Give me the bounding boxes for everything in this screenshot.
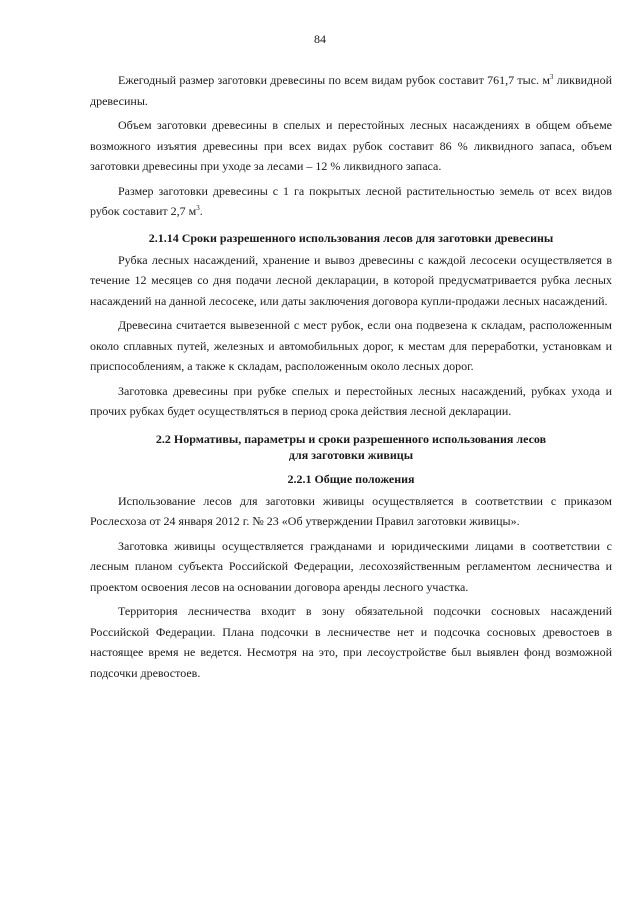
paragraph-text: Ежегодный размер заготовки древесины по всем видам рубок составит 761,7 тыс. м bbox=[118, 73, 550, 87]
paragraph-volume-per-ha bbox=[90, 181, 612, 222]
section-heading-2-1-14: 2.1.14 Сроки разрешенного использования лесов для заготовки древесины bbox=[148, 230, 554, 245]
paragraph-logging-terms: Рубка лесных насаждений, хранение и вывоз древесины с каждой лесосеки осуществляется в течение 12 месяцев со дня подачи лесной декларации, в которой предусматривается рубка лесных насаждений на данной лесосеке, или даты заключения договора купли-продажи лесных насаждений. bbox=[90, 252, 612, 308]
superscript: 3 bbox=[196, 204, 200, 212]
section-heading-2-2 bbox=[90, 431, 612, 463]
superscript: 3 bbox=[549, 73, 554, 81]
paragraph-annual-volume bbox=[90, 70, 612, 111]
page-body bbox=[90, 70, 612, 683]
page-number: 84 bbox=[314, 32, 326, 46]
paragraph-text: . bbox=[199, 204, 203, 218]
paragraph-text: ликвидной древесины. bbox=[90, 73, 612, 108]
heading-line: 2.2 Нормативы, параметры и сроки разрешенного использования лесов bbox=[155, 431, 547, 446]
paragraph-resin-harvesters: Заготовка живицы осуществляется гражданами и юридическими лицами в соответствии с лесным планом субъекта Российской Федерации, лесохозяйственным регламентом лесничества и проектом освоения лесов на основании договора аренды лесного участка. bbox=[90, 538, 612, 594]
paragraph-resin-rules: Использование лесов для заготовки живицы осуществляется в соответствии с приказом Рослесхоза от 24 января 2012 г. № 23 «Об утверждении Правил заготовки живицы». bbox=[90, 493, 612, 528]
paragraph-tapping-zone: Территория лесничества входит в зону обязательной подсочки сосновых насаждений Российской Федерации. Плана подсочки в лесничестве нет и подсочка сосновых древостоев в настоящее время не ведется. Несмотря на это, при лесоустройстве был выявлен фонд возможной подсочки древостоев. bbox=[90, 604, 612, 680]
heading-line: для заготовки живицы bbox=[288, 447, 414, 462]
paragraph-harvest-period: Заготовка древесины при рубке спелых и перестойных лесных насаждений, рубках ухода и прочих рубках будет осуществляться в период срока действия лесной декларации. bbox=[90, 383, 612, 418]
section-heading-2-2-1: 2.2.1 Общие положения bbox=[287, 471, 415, 486]
paragraph-text: Размер заготовки древесины с 1 га покрытых лесной растительностью земель от всех видов рубок составит 2,7 м bbox=[90, 183, 612, 218]
paragraph-timber-removed: Древесина считается вывезенной с мест рубок, если она подвезена к складам, расположенным около сплавных путей, железных и автомобильных дорог, к местам для переработки, установкам и приспособлениям, а также к складам, расположенным около лесных дорог. bbox=[90, 318, 612, 373]
paragraph-volume-share: Объем заготовки древесины в спелых и перестойных лесных насаждениях в общем объеме возможного изъятия древесины при всех видах рубок составит 86 % ликвидного запаса, объем заготовки древесины при уходе за лесами – 12 % ликвидного запаса. bbox=[90, 118, 612, 173]
